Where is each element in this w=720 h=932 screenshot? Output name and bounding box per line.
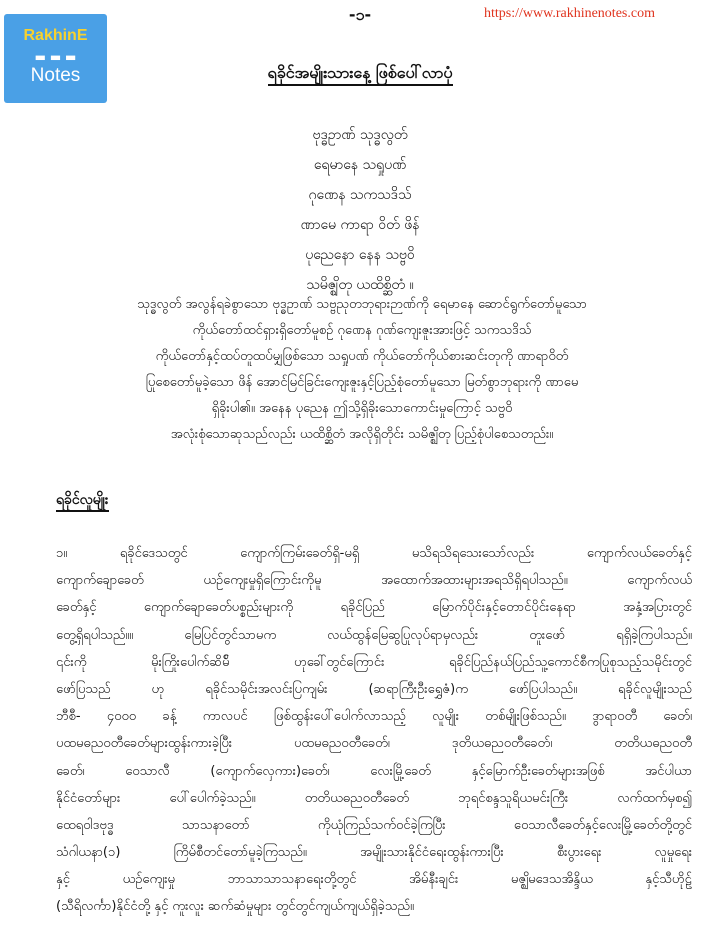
- body-line: နှင့် ယဉ်ကျေးမှု ဘာသာသာသနာရေးတို့တွင် အိမ်နီးချင်း မဇ္ဈိမဒေသအိန္ဒိယ နှင့်သီဟိုဠ်: [56, 872, 692, 888]
- site-logo[interactable]: [4, 14, 107, 103]
- body-line: ၎င်းကို မိုးကြိုးပေါက်ဆိမ်ိ ဟုခေါ်တွင်ကြောင်း ရခိုင်ပြည်နယ်ပြည်သူ့ကောင်စီကပြုစုသည့်သမိုင်းတွင်: [56, 654, 692, 670]
- verse-block: [200, 120, 520, 300]
- intro-line: ပြုစေတော်မူခဲ့သော ဖိန် အောင်မြင်ခြင်းကျေးဇူးနှင့်ပြည့်စုံတော်မူသော မြတ်စွာဘုရားကို ဏာမေ: [145, 375, 579, 390]
- section-heading: [56, 490, 109, 511]
- body-line: နိုင်ငံတော်များ ပေါ်ပေါက်ခဲ့သည်။ တတိယဓညဝတီခေတ် ဘုရင်စန္ဒသူရိယမင်းကြီး လက်ထက်မှစ၍: [56, 790, 692, 806]
- page-number: -၁-: [348, 5, 372, 24]
- body-line: ဖော်ပြသည် ဟု ရခိုင်သမိုင်းအလင်းပြကျမ်း (ဆရာကြီးဦးရွှေဇံ)က ဖော်ပြပါသည်။ ရခိုင်လူမျိုးသည်: [56, 681, 692, 697]
- site-url-link[interactable]: https://www.rakhinenotes.com: [484, 6, 655, 21]
- logo-wordmark-top: RakhinE: [23, 27, 88, 44]
- logo-wordmark-bottom: Notes: [30, 65, 81, 86]
- verse-line: ဗုဒ္ဓဥာဏ် သုဒ္ဓလွတ်: [312, 127, 408, 143]
- intro-line: ရှိခိုးပါ၏။ အနေန ပုညေန ဤသို့ရှိခိုးသောကောင်းမှုကြောင့် သဗ္ဗဝိ: [211, 401, 513, 416]
- body-line: ၁။ ရခိုင်ဒေသတွင် ကျောက်ကြမ်းခေတ်ရှိ-မရှိ မသိရသိရသေးသော်လည်း ကျောက်လယ်ခေတ်နှင့်: [56, 546, 692, 561]
- intro-line: သုဒ္ဓလွတ် အလွန်ရခဲစွာသော ဗုဒ္ဓဥာဏ် သဗ္ဗညုတဘုရားဉာဏ်ကို ရေမာနေ ဆောင်ရွက်တော်မူသော: [137, 297, 587, 312]
- verse-line: ဂုဏေန သကသဒိသ်: [308, 187, 412, 203]
- books-icon: ▬ ▬ ▬: [34, 50, 77, 64]
- intro-paragraph: [22, 292, 702, 448]
- verse-line: ပုညေနော နေန သဗ္ဗဝိ: [305, 247, 415, 263]
- intro-line: ကိုယ်တော်နှင့်ထပ်တူထပ်မျှဖြစ်သော သရှုပဏ် ကိုယ်တော်ကိုယ်စားဆင်းတုကို ဏာရာဝိတ်: [155, 349, 569, 364]
- verse-line: ရေမာနေ သရှုပဏ်: [313, 157, 407, 173]
- verse-line: သမိဇ္ဈိတု ယထိစ္ဆိတံ ။: [306, 277, 414, 293]
- body-line: ထေရဝါဒဗုဒ္ဓ သာသနာတော် ကိုယုံကြည်သက်ဝင်ခဲ့ကြပြီး ဝေသာလီခေတ်နှင့်လေးမြို့ခေတ်တို့တွင်: [56, 817, 692, 833]
- document-title: [150, 62, 570, 86]
- body-paragraph: [22, 540, 702, 921]
- verse-line: ဏာမေ ကာရာ ဝိတ် ဖိန်: [300, 217, 420, 233]
- body-line: သံဂါယနာ(၁) ကြိမ်စီတင်တော်မူခဲ့ကြသည်။ အမျိုးသားနိုင်ငံရေးထွန်းကားပြီး စီးပွားရေး လူမှုရေး: [56, 845, 692, 861]
- body-line: ခေတ်နှင့် ကျောက်ချောခေတ်ပစ္စည်းများကို ရခိုင်ပြည် မြောက်ပိုင်းနှင့်တောင်ပိုင်းနေရာ အနှံ့အပြားတွင်: [56, 600, 692, 616]
- body-line: ခေတ်၊ ဝေသာလီ (ကျောက်လှေကား)ခေတ်၊ လေးမြို့ခေတ် နှင့်မြောက်ဦးခေတ်များအဖြစ် အင်ပါယာ: [56, 763, 692, 779]
- intro-line: ကိုယ်တော်ထင်ရှားရှိတော်မူစဉ် ဂုဏေန ဂုဏ်ကျေးဇူးအားဖြင့် သကသဒိသ်: [192, 323, 532, 338]
- body-line: ဘီစီ- ၄၀၀၀ ခန့် ကာလပင် ဖြစ်ထွန်းပေါ်ပေါက်လာသည့် လူမျိုး တစ်မျိုးဖြစ်သည်။ ဒွာရာဝတီ ခေတ်၊: [56, 709, 692, 725]
- document-title-text: ရခိုင်အမျိုးသားနေ့ ဖြစ်ပေါ်လာပုံ: [268, 63, 453, 86]
- body-line: ပထမဓညဝတီခေတ်များထွန်းကားခဲ့ပြီး ပထမဓညဝတီခေတ်၊ ဒုတိယဓညဝတီခေတ်၊ တတိယဓညဝတီ: [56, 736, 692, 752]
- body-line: ကျောက်ချောခေတ် ယဉ်ကျေးမှုရှိကြောင်းကိုမူ အထောက်အထားများအရသိရှိရပါသည်။ ကျောက်လယ်: [56, 573, 692, 589]
- intro-line: အလုံးစုံသောဆုသည်လည်း ယထိစ္ဆိတံ အလိုရှိတိုင်း သမိဇ္ဈိတု ပြည့်စုံပါစေသတည်း။: [170, 427, 554, 442]
- body-line: (သီရိလင်္ကာ)နိုင်ငံတို့ နှင့် ကူးလူး ဆက်ဆံမှုများ တွင်တွင်ကျယ်ကျယ်ရှိခဲ့သည်။: [56, 899, 414, 915]
- body-line: တွေ့ရှိရပါသည်။။ မြေပြင်တွင်သာမက လယ်ထွန်မြေဆွပြုလုပ်ရာမှလည်း တူးဖော် ရရှိခဲ့ကြပါသည်။: [56, 627, 692, 643]
- section-heading-text: ရခိုင်လူမျိုး: [56, 492, 109, 512]
